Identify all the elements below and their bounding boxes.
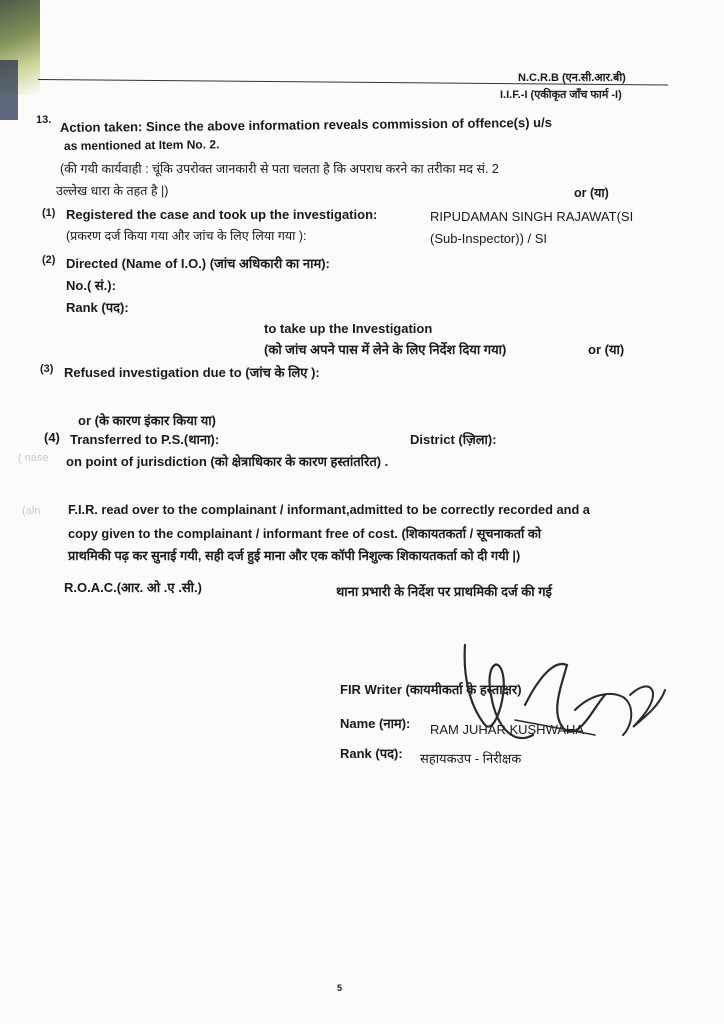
sub2-no-label: No.( सं.): (66, 278, 116, 293)
sub3-label: Refused investigation due to (जांच के लिए ): (64, 365, 320, 380)
action-taken-line2: as mentioned at Item No. 2. (63, 137, 220, 153)
writer-rank-label: Rank (पद): (340, 746, 403, 761)
sub1-number: (1) (42, 207, 56, 219)
writer-name-label: Name (नाम): (340, 716, 411, 731)
station-officer-note: थाना प्रभारी के निर्देश पर प्राथमिकी दर्ज की गई (336, 584, 552, 599)
action-taken-hindi-line2: उल्लेख धारा के तहत है |) (56, 184, 169, 198)
writer-name-value: RAM JUHAR KUSHWAHA (430, 722, 585, 737)
header-ncrb: N.C.R.B (एन.सी.आर.बी) (518, 72, 626, 84)
sub3-number: (3) (40, 363, 54, 375)
handwritten-signature (455, 635, 675, 775)
sub2-label: Directed (Name of I.O.) (जांच अधिकारी का नाम): (66, 256, 330, 271)
sub1-label-hindi: (प्रकरण दर्ज किया गया और जांच के लिए लिया गया ): (66, 229, 307, 243)
sub4-district: District (ज़िला): (410, 432, 497, 447)
or-label-1: or (या) (574, 186, 609, 200)
sub4-label: Transferred to P.S.(थाना): (70, 432, 220, 447)
or-label-2: or (या) (588, 342, 625, 357)
fir-read-line3: प्राथमिकी पढ़ कर सुनाई गयी, सही दर्ज हुई माना और एक कॉपी निशुल्क शिकायतकर्ता को दी गयी |) (68, 548, 521, 563)
sub4-number: (4) (44, 430, 60, 445)
fir-writer-label: FIR Writer (कायमीकर्ता के हस्ताक्षर) (340, 682, 522, 697)
roac-label: R.O.A.C.(आर. ओ .ए .सी.) (64, 580, 202, 595)
fir-read-line1: F.I.R. read over to the complainant / informant,admitted to be correctly recorded and a (68, 502, 590, 517)
fir-read-line2: copy given to the complainant / informant free of cost. (शिकायतकर्ता / सूचनाकर्ता को (68, 526, 542, 541)
io-name-line2: (Sub-Inspector)) / SI (430, 231, 548, 246)
writer-rank-value: सहायकउप - निरीक्षक (420, 751, 522, 766)
sub4-faint-bleed: ( nase (18, 452, 49, 464)
page-number: 5 (337, 983, 343, 993)
sub2-take-up-hindi: (को जांच अपने पास में लेने के लिए निर्देश दिया गया) (264, 342, 507, 357)
sub3-or-refused: or (के कारण इंकार किया या) (78, 413, 216, 428)
action-taken-hindi-line1: (की गयी कार्यवाही : चूंकि उपरोक्त जानकारी से पता चलता है कि अपराध करने का तरीका मद सं. 2 (60, 162, 499, 176)
sub2-take-up: to take up the Investigation (264, 321, 433, 336)
fir-faint-bleed: (aln (22, 505, 41, 517)
sub4-jurisdiction: on point of jurisdiction (को क्षेत्राधिकार के कारण हस्तांतरित) . (66, 454, 389, 469)
sub2-number: (2) (42, 254, 56, 266)
action-taken-line1: Action taken: Since the above information reveals commission of offence(s) u/s (59, 114, 553, 135)
io-name-line1: RIPUDAMAN SINGH RAJAWAT(SI (430, 209, 634, 224)
sub2-rank-label: Rank (पद): (66, 300, 129, 315)
photo-edge-shadow-dark (0, 60, 18, 120)
item-number: 13. (36, 114, 52, 126)
header-iif: I.I.F.-I (एकीकृत जाँच फार्म -I) (500, 89, 622, 101)
sub1-label: Registered the case and took up the investigation: (66, 207, 378, 222)
